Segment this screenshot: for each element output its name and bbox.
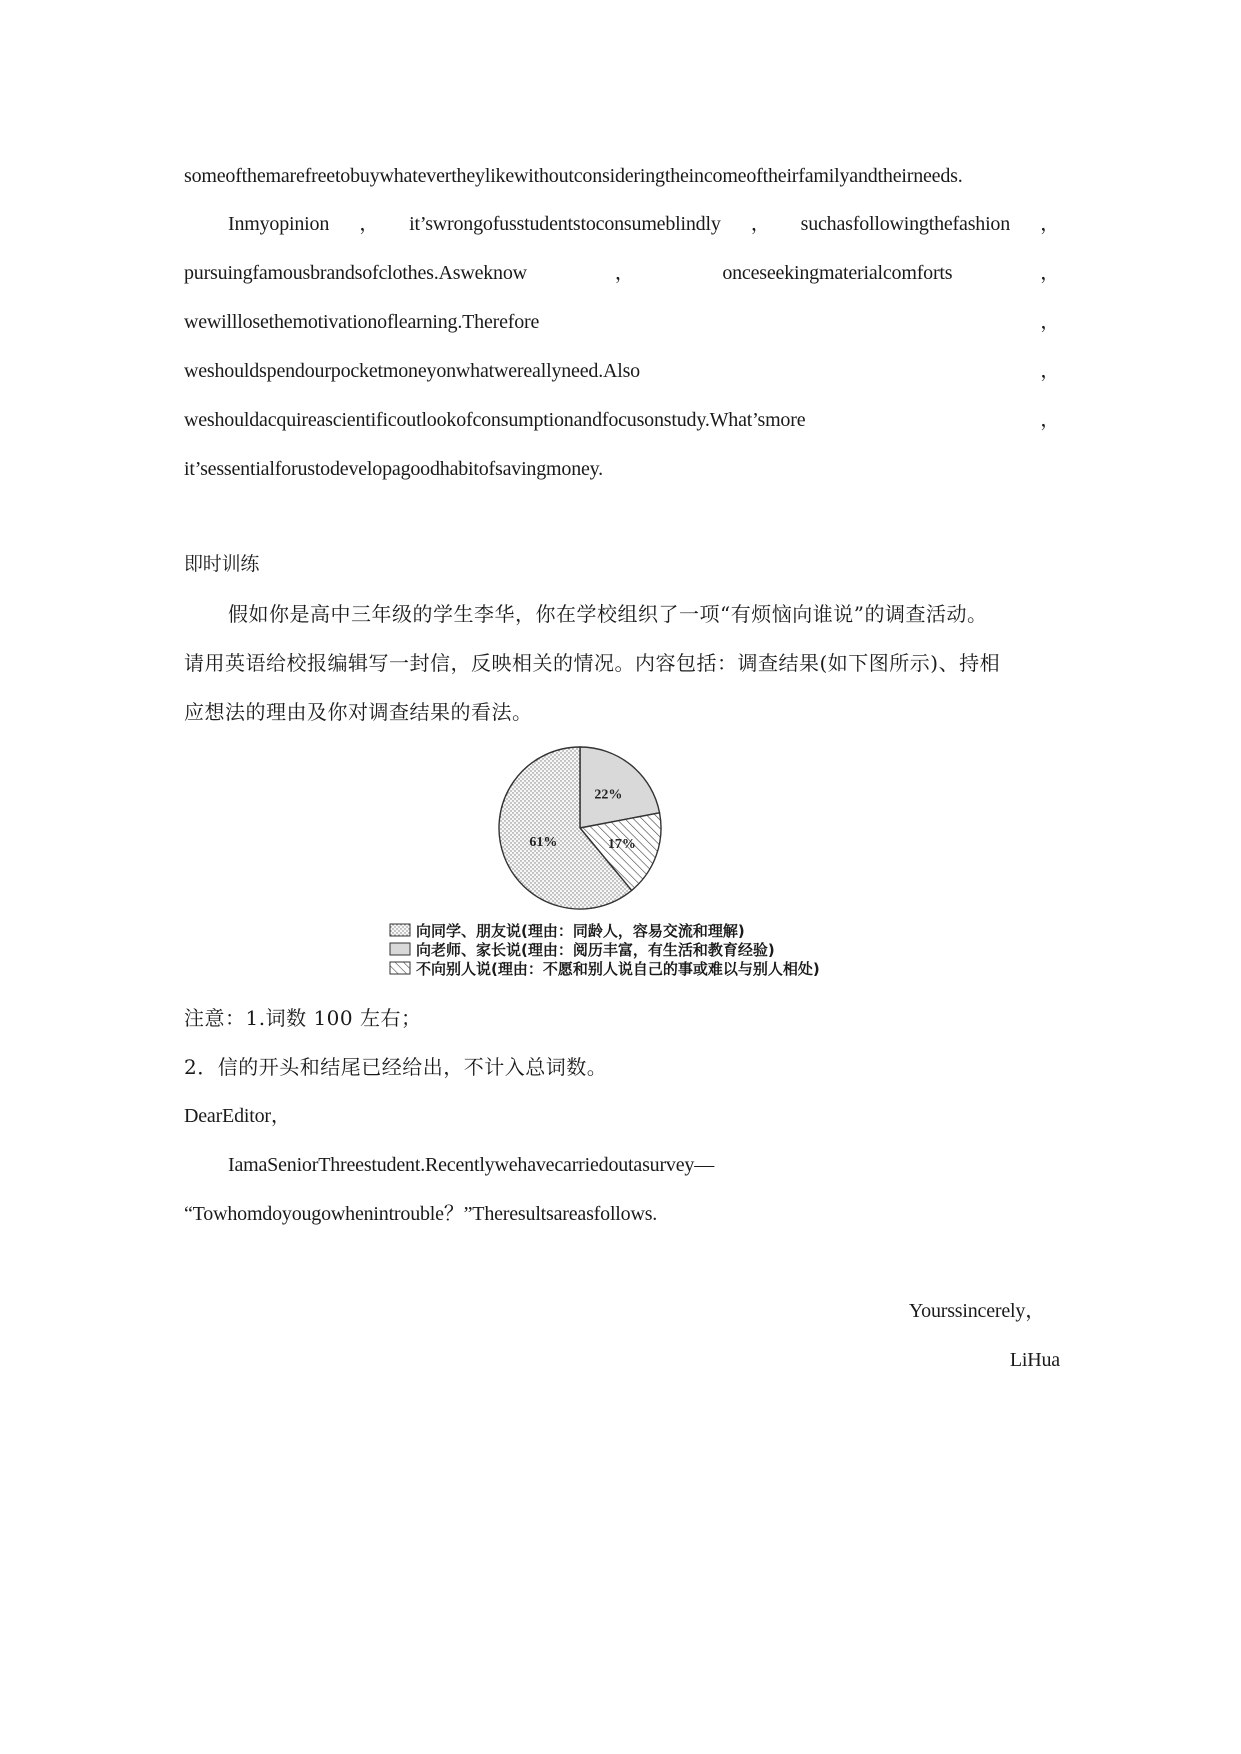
- passage-line-6: weshouldacquireascientificoutlookofconsumptionandfocusonstudy.What’smore ，: [184, 409, 1060, 431]
- legend-entry-2: 不向别人说(理由：不愿和别人说自己的事或难以与别人相处): [416, 960, 820, 978]
- legend-entry-1: 向老师、家长说(理由：阅历丰富，有生活和教育经验): [416, 941, 775, 959]
- legend-swatch-2: [390, 962, 410, 974]
- legend-entry-0: 向同学、朋友说(理由：同龄人，容易交流和理解): [416, 922, 745, 940]
- pie-slices: [499, 747, 661, 909]
- section-heading: 即时训练: [184, 553, 260, 575]
- prompt-line-3: 应想法的理由及你对调查结果的看法。: [184, 700, 533, 724]
- letter-body-2: “Towhomdoyougowhenintrouble？”Theresultsareasfollows.: [184, 1203, 658, 1225]
- letter-body-1: IamaSeniorThreestudent.Recentlywehavecarriedoutasurvey—: [228, 1154, 715, 1176]
- passage-line-3: pursuingfamousbrandsofclothes.Asweknow ， onceseekingmaterialcomforts ，: [184, 262, 1060, 284]
- survey-pie-chart: [380, 744, 870, 994]
- legend-swatch-0: [390, 924, 410, 936]
- passage-line-5: weshouldspendourpocketmoneyonwhatwereallyneed.Also ，: [184, 360, 1060, 382]
- pie-slice-label-0: 22%: [594, 787, 623, 803]
- passage-line-4: wewilllosethemotivationoflearning.Therefore ，: [184, 311, 1060, 333]
- letter-signature: LiHua: [1009, 1349, 1060, 1371]
- prompt-line-2: 请用英语给校报编辑写一封信，反映相关的情况。内容包括：调查结果(如下图所示)、持相: [184, 651, 1001, 675]
- pie-slice-label-2: 61%: [529, 835, 558, 851]
- chart-legend: [390, 922, 820, 978]
- passage-line-7: it’sessentialforustodevelopagoodhabitofsavingmoney.: [184, 458, 603, 480]
- note-1: 注意：1.词数 100 左右；: [184, 1006, 422, 1030]
- passage-line-2: Inmyopinion ， it’swrongofusstudentstoconsumeblindly ， suchasfollowingthefashion ，: [228, 213, 1060, 235]
- legend-swatch-1: [390, 943, 410, 955]
- prompt-line-1: 假如你是高中三年级的学生李华，你在学校组织了一项“有烦恼向谁说”的调查活动。: [228, 602, 988, 626]
- note-2: 2．信的开头和结尾已经给出，不计入总词数。: [184, 1055, 608, 1079]
- letter-salutation: DearEditor，: [184, 1105, 291, 1127]
- pie-slice-label-1: 17%: [607, 837, 636, 853]
- letter-closing: Yourssincerely，: [908, 1300, 1045, 1322]
- passage-line-1: someofthemarefreetobuywhatevertheylikewithoutconsideringtheincomeoftheirfamilyandtheirneeds.: [184, 165, 963, 187]
- pie-chart-svg: [380, 744, 870, 994]
